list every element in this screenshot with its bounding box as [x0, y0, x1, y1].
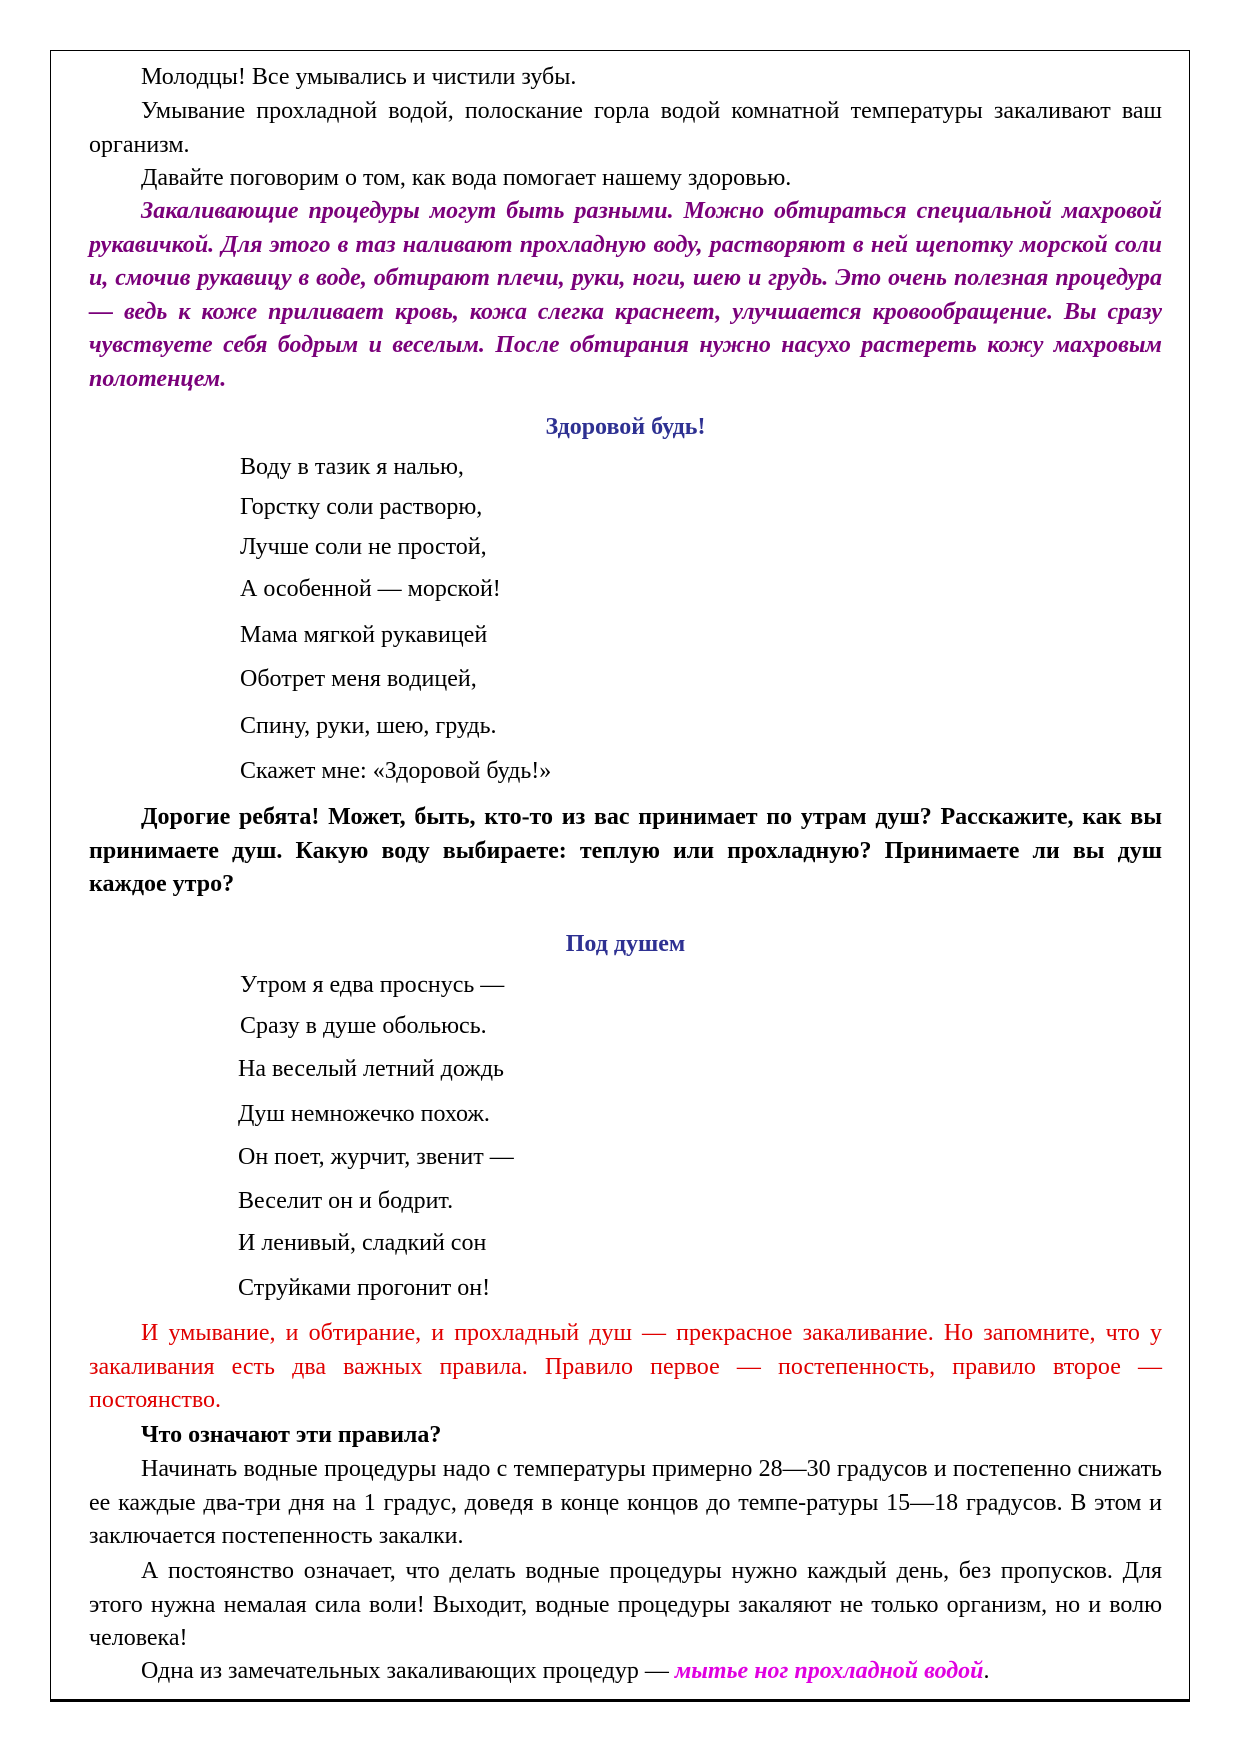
paragraph: Молодцы! Все умывались и чистили зубы. — [141, 64, 577, 90]
poem-line: На веселый летний дождь — [238, 1056, 504, 1082]
poem-line: Утром я едва проснусь — — [240, 972, 505, 998]
poem-line: Скажет мне: «Здоровой будь!» — [240, 758, 552, 784]
poem-line: Мама мягкой рукавицей — [240, 622, 488, 648]
paragraph: Начинать водные процедуры надо с температуры примерно 28—30 градусов и постепенно снижать ее каждые два-три дня на 1 градус, доведя в конце концов до темпе-ратуры 15—18 градусов. В этом и заключается постепенность закалки. — [89, 1456, 1162, 1549]
poem-line: Он поет, журчит, звенит — — [238, 1144, 514, 1170]
poem-line: Спину, руки, шею, грудь. — [240, 713, 497, 739]
poem-line: И ленивый, сладкий сон — [238, 1230, 487, 1256]
text: Одна из замечательных закаливающих процедур — — [141, 1658, 675, 1684]
paragraph: Давайте поговорим о том, как вода помогает нашему здоровью. — [141, 165, 792, 191]
poem-line: Душ немножечко похож. — [238, 1101, 490, 1127]
poem-line: Сразу в душе обольюсь. — [240, 1013, 487, 1039]
poem-line: Воду в тазик я налью, — [240, 454, 464, 480]
poem-line: Оботрет меня водицей, — [240, 666, 477, 692]
paragraph: Умывание прохладной водой, полоскание горла водой комнатной температуры закаливают ваш организм. — [89, 98, 1162, 158]
paragraph: А постоянство означает, что делать водные процедуры нужно каждый день, без пропусков. Для этого нужна немалая сила воли! Выходит, водные процедуры закаляют не только организм, но и волю человека! — [89, 1558, 1162, 1651]
paragraph-rules: И умывание, и обтирание, и прохладный душ — прекрасное закаливание. Но запомните, что у закаливания есть два важных правила. Правило первое — постепенность, правило второе — постоянство. — [89, 1320, 1162, 1413]
paragraph-question: Дорогие ребята! Может, быть, кто-то из вас принимает по утрам душ? Расскажите, как вы принимаете душ. Какую воду выбираете: теплую или прохладную? Принимаете ли вы душ каждое утро? — [89, 804, 1162, 897]
highlight-text: мытье ног прохладной водой — [674, 1658, 984, 1684]
paragraph-final — [89, 1655, 1162, 1689]
poem-title: Здоровой будь! — [545, 414, 706, 440]
text: . — [983, 1658, 990, 1684]
paragraph-highlight: Закаливающие процедуры могут быть разными. Можно обтираться специальной махровой рукавичкой. Для этого в таз наливают прохладную воду, растворяют в ней щепотку морской соли и, смочив рукавицу в воде, обтирают плечи, руки, ноги, шею и грудь. Это очень полезная процедура — ведь к коже приливает кровь, кожа слегка краснеет, улучшается кровообращение. Вы сразу чувствуете себя бодрым и веселым. После обтирания нужно насухо растереть кожу махровым полотенцем. — [89, 198, 1162, 392]
poem-line: А особенной — морской! — [240, 576, 501, 602]
poem-line: Горстку соли растворю, — [240, 494, 483, 520]
poem-line: Веселит он и бодрит. — [238, 1188, 454, 1214]
poem-line: Лучше соли не простой, — [240, 534, 487, 560]
poem-title: Под душем — [565, 931, 686, 957]
subheading: Что означают эти правила? — [141, 1422, 442, 1448]
poem-line: Струйками прогонит он! — [238, 1275, 491, 1301]
